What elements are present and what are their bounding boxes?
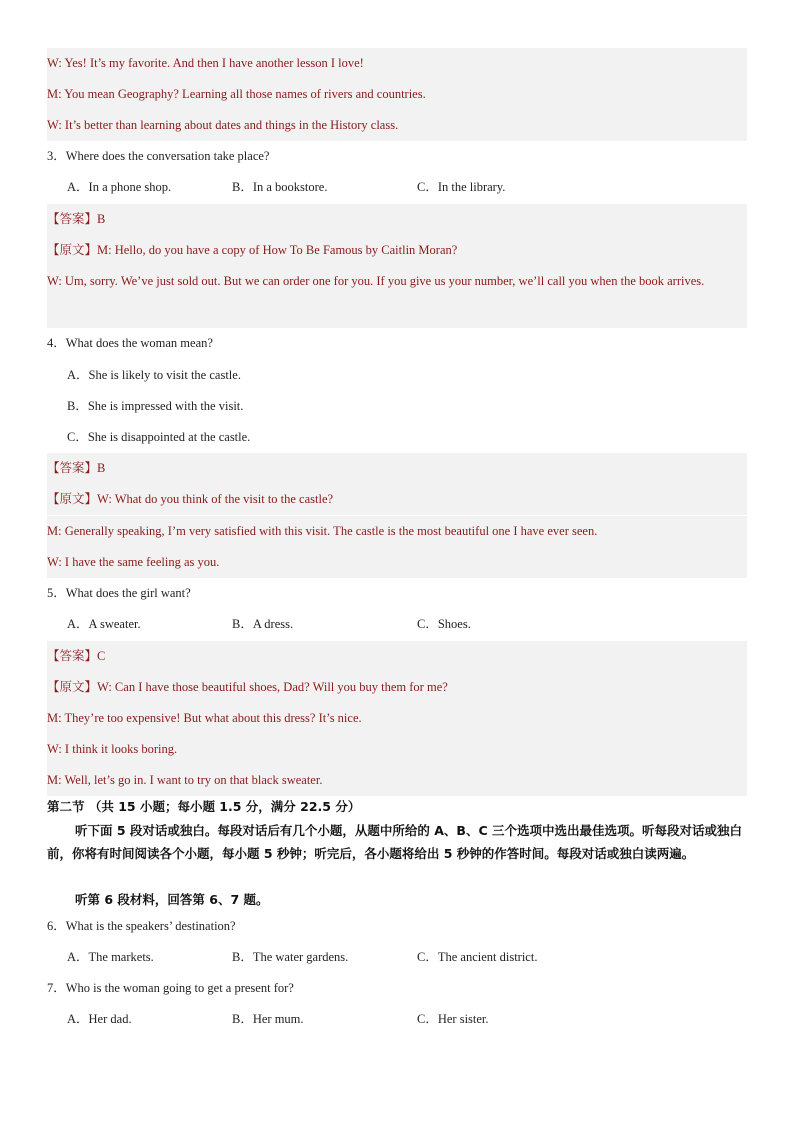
section-2-heading: 第二节 （共 15 小题；每小题 1.5 分，满分 22.5 分） xyxy=(47,799,361,814)
transcript-line: M: You mean Geography? Learning all those names of rivers and countries. xyxy=(47,79,747,110)
transcript-line: M: They’re too expensive! But what about this dress? It’s nice. xyxy=(47,703,747,734)
transcript-line: M: Generally speaking, I’m very satisfied with this visit. The castle is the most beautiful one I have ever seen. xyxy=(47,516,747,547)
option-7a: A．Her dad. xyxy=(67,1012,132,1026)
answer-3: 【答案】B xyxy=(47,204,747,235)
transcript-line: W: I have the same feeling as you. xyxy=(47,547,747,578)
option-6c: C．The ancient district. xyxy=(417,950,538,964)
transcript-line: W: Yes! It’s my favorite. And then I have another lesson I love! xyxy=(47,48,747,79)
option-3c: C．In the library. xyxy=(417,180,506,194)
answer-5: 【答案】C xyxy=(47,641,747,672)
transcript-line: W: It’s better than learning about dates and things in the History class. xyxy=(47,110,747,141)
transcript-line: 【原文】W: Can I have those beautiful shoes, Dad? Will you buy them for me? xyxy=(47,672,747,703)
answer-4: 【答案】B xyxy=(47,453,747,484)
option-5a: A．A sweater. xyxy=(67,617,141,631)
question-7: 7．Who is the woman going to get a present for? xyxy=(47,981,294,995)
option-6b: B．The water gardens. xyxy=(232,950,349,964)
transcript-line: 【原文】W: What do you think of the visit to the castle? xyxy=(47,484,747,515)
option-4c: C．She is disappointed at the castle. xyxy=(67,430,251,444)
material-6-heading: 听第 6 段材料，回答第 6、7 题。 xyxy=(75,892,269,907)
option-3a: A．In a phone shop. xyxy=(67,180,172,194)
transcript-line: 【原文】M: Hello, do you have a copy of How To Be Famous by Caitlin Moran? xyxy=(47,235,747,266)
question-6: 6．What is the speakers’ destination? xyxy=(47,919,236,933)
question-4: 4．What does the woman mean? xyxy=(47,336,213,350)
option-5b: B．A dress. xyxy=(232,617,294,631)
transcript-line: M: Well, let’s go in. I want to try on that black sweater. xyxy=(47,765,747,796)
section-2-instructions: 听下面 5 段对话或独白。每段对话后有几个小题，从题中所给的 A、B、C 三个选项中选出最佳选项。听每段对话或独白前，你将有时间阅读各个小题，每小题 5 秒钟；听完后，各小题将给出 5 秒钟的作答时间。每段对话或独白读两遍。 xyxy=(47,823,742,861)
option-5c: C．Shoes. xyxy=(417,617,471,631)
option-4b: B．She is impressed with the visit. xyxy=(67,399,244,413)
transcript-line: W: Um, sorry. We’ve just sold out. But we can order one for you. If you give us your number, we’ll call you when the book arrives. xyxy=(47,266,747,328)
option-7b: B．Her mum. xyxy=(232,1012,304,1026)
question-5: 5．What does the girl want? xyxy=(47,586,191,600)
option-3b: B．In a bookstore. xyxy=(232,180,328,194)
option-4a: A．She is likely to visit the castle. xyxy=(67,368,241,382)
question-3: 3．Where does the conversation take place? xyxy=(47,149,270,163)
option-7c: C．Her sister. xyxy=(417,1012,489,1026)
transcript-line: W: I think it looks boring. xyxy=(47,734,747,765)
option-6a: A．The markets. xyxy=(67,950,154,964)
